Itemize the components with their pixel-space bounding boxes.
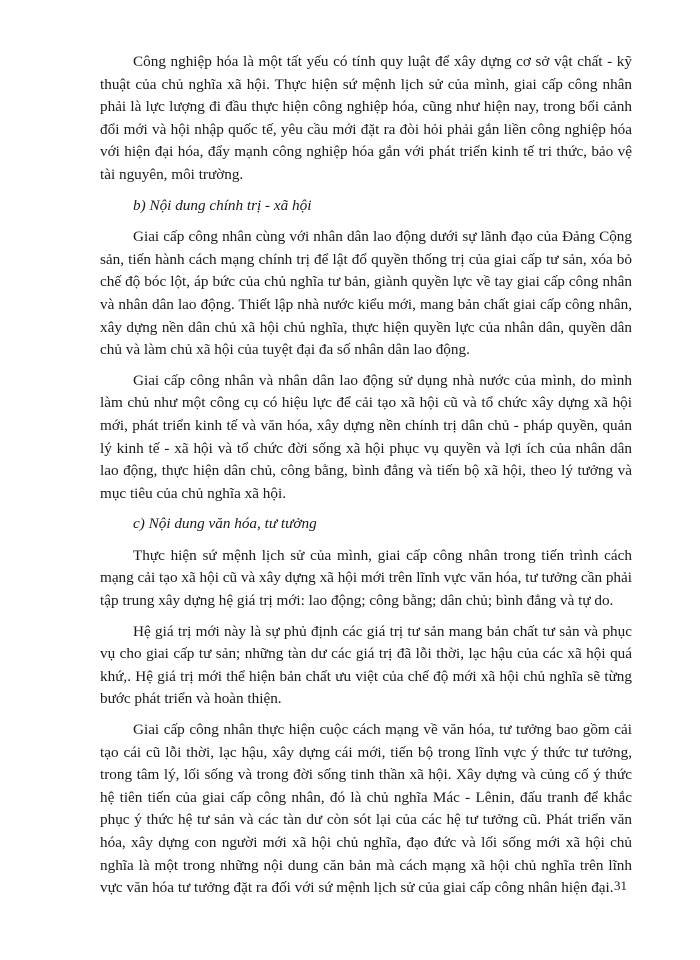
section-heading-culture-ideology: c) Nội dung văn hóa, tư tưởng: [133, 515, 317, 533]
paragraph-state-usage: Giai cấp công nhân và nhân dân lao động sử dụng nhà nước của mình, do mình làm chủ như một công cụ có hiệu lực để cải tạo xã hội cũ và tổ chức xây dựng xã hội mới, phát triển kinh tế và văn hóa, xây dựng nền chính trị dân chủ - pháp quyền, quản lý kinh tế - xã hội và tổ chức đời sống xã hội phục vụ quyền và lợi ích của nhân dân lao động, thực hiện dân chủ, công bằng, bình đẳng và tiến bộ xã hội, theo lý tưởng và mục tiêu của chủ nghĩa xã hội.: [100, 371, 632, 502]
paragraph-industrialization: Công nghiệp hóa là một tất yếu có tính quy luật để xây dựng cơ sở vật chất - kỹ thuật của chủ nghĩa xã hội. Thực hiện sứ mệnh lịch sử của mình, giai cấp công nhân phải là lực lượng đi đầu thực hiện công nghiệp hóa, cũng như hiện nay, trong bối cảnh đổi mới và hội nhập quốc tế, yêu cầu mới đặt ra đòi hỏi phải gắn liền công nghiệp hóa với hiện đại hóa, đẩy mạnh công nghiệp hóa gắn với phát triển kinh tế tri thức, bảo vệ tài nguyên, môi trường.: [100, 53, 632, 183]
section-heading-political-social: b) Nội dung chính trị - xã hội: [133, 196, 312, 214]
page-number: 31: [614, 878, 627, 893]
paragraph-new-value-system: Thực hiện sứ mệnh lịch sử của mình, giai cấp công nhân trong tiến trình cách mạng cải tạo xã hội cũ và xây dựng xã hội mới trên lĩnh vực văn hóa, tư tưởng cần phải tập trung xây dựng hệ giá trị mới: lao động; công bằng; dân chủ; bình đẳng và tự do.: [100, 546, 632, 610]
paragraph-negation-bourgeois-values: Hệ giá trị mới này là sự phủ định các giá trị tư sản mang bản chất tư sản và phục vụ cho giai cấp tư sản; những tàn dư các giá trị đã lỗi thời, lạc hậu của các xã hội quá khứ,. Hệ giá trị mới thể hiện bản chất ưu việt của chế độ mới xã hội chủ nghĩa sẽ từng bước phát triển và hoàn thiện.: [100, 622, 632, 708]
paragraph-cultural-revolution: Giai cấp công nhân thực hiện cuộc cách mạng về văn hóa, tư tưởng bao gồm cải tạo cái cũ lỗi thời, lạc hậu, xây dựng cái mới, tiến bộ trong lĩnh vực ý thức tư tưởng, trong tâm lý, lối sống và trong đời sống tinh thần xã hội. Xây dựng và củng cố ý thức hệ tiên tiến của giai cấp công nhân, đó là chủ nghĩa Mác - Lênin, đấu tranh để khắc phục ý thức hệ tư sản và các tàn dư còn sót lại của các hệ tư tưởng cũ. Phát triển văn hóa, xây dựng con người mới xã hội chủ nghĩa, đạo đức và lối sống mới xã hội chủ nghĩa là một trong những nội dung căn bản mà cách mạng xã hội chủ nghĩa trên lĩnh vực văn hóa tư tưởng đặt ra đối với sứ mệnh lịch sử của giai cấp công nhân hiện đại.: [100, 721, 632, 897]
paragraph-political-revolution: Giai cấp công nhân cùng với nhân dân lao động dưới sự lãnh đạo của Đảng Cộng sản, tiến hành cách mạng chính trị để lật đổ quyền thống trị của giai cấp tư sản, xóa bỏ chế độ bóc lột, áp bức của chủ nghĩa tư bản, giành quyền lực về tay giai cấp công nhân và nhân dân lao động. Thiết lập nhà nước kiểu mới, mang bản chất giai cấp công nhân, xây dựng nền dân chủ xã hội chủ nghĩa, thực hiện quyền lực của nhân dân, quyền dân chủ và làm chủ xã hội của tuyệt đại đa số nhân dân lao động.: [100, 228, 632, 359]
document-page: [100, 51, 632, 908]
